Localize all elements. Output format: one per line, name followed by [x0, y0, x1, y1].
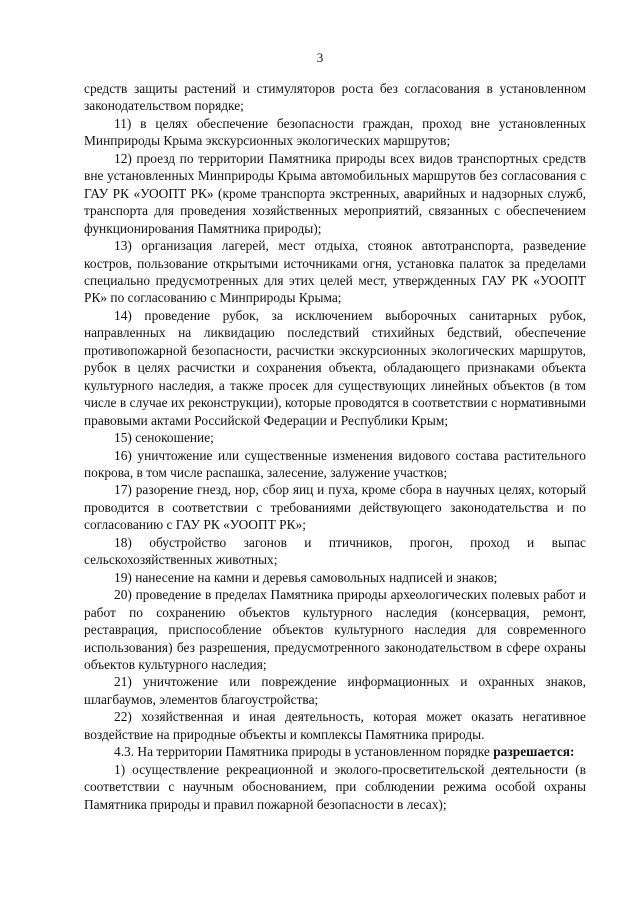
prohibition-item-17: 17) разорение гнезд, нор, сбор яиц и пуха, кроме сбора в научных целях, который проводится в соответствии с требованиями действующего законодательства и по согласованию с ГАУ РК «УООПТ РК»; [84, 482, 586, 533]
document-body [84, 80, 586, 813]
prohibition-item-20: 20) проведение в пределах Памятника природы археологических полевых работ и работ по сохранению объектов культурного наследия (консервация, ремонт, реставрация, приспособление объектов культурного наследия для современного использования) без разрешения, предусмотренного законодательством в сфере охраны объектов культурного наследия; [84, 587, 586, 672]
prohibition-item-11: 11) в целях обеспечение безопасности граждан, проход вне установленных Минприроды Крыма экскурсионных экологических маршрутов; [84, 115, 586, 149]
prohibition-item-14: 14) проведение рубок, за исключением выборочных санитарных рубок, направленных на ликвидацию последствий стихийных бедствий, обеспечение противопожарной безопасности, расчистки экскурсионных экологических маршрутов, рубок в целях расчистки и сохранения объекта, обладающего признаками объекта культурного наследия, а также просек для существующих линейных объектов (в том числе в случае их реконструкции), которые проводятся в соответствии с нормативными правовыми актами Российской Федерации и Республики Крым; [84, 307, 586, 428]
page-number: 3 [316, 50, 324, 65]
prohibition-item-21: 21) уничтожение или повреждение информационных и охранных знаков, шлагбаумов, элементов благоустройства; [84, 674, 586, 707]
section-4-3-heading [84, 743, 586, 760]
prohibition-item-16: 16) уничтожение или существенные изменения видового состава растительного покрова, в том числе распашка, залесение, залужение участков; [84, 447, 586, 480]
prohibition-item-22: 22) хозяйственная и иная деятельность, которая может оказать негативное воздействие на природные объекты и комплексы Памятника природы. [84, 709, 586, 742]
prohibition-item-13: 13) организация лагерей, мест отдыха, стоянок автотранспорта, разведение костров, пользование открытыми источниками огня, установка палаток за пределами специально предусмотренных для этих целей мест, утвержденных ГАУ РК «УООПТ РК» по согласованию с Минприроды Крыма; [84, 238, 586, 306]
prohibition-item-12: 12) проезд по территории Памятника природы всех видов транспортных средств вне установленных Минприроды Крыма автомобильных маршрутов без согласования с ГАУ РК «УООПТ РК» (кроме транспорта экстренных, аварийных и надзорных служб, транспорта для проведения хозяйственных мероприятий, связанных с обеспечением функционирования Памятника природы); [84, 150, 586, 236]
allowed-item-1: 1) осуществление рекреационной и эколого-просветительской деятельности (в соответствии с научным обоснованием, при соблюдении режима особой охраны Памятника природы и правил пожарной безопасности в лесах); [84, 761, 586, 812]
section-4-3-allowed-label: разрешается: [493, 744, 575, 760]
section-4-3-intro: 4.3. На территории Памятника природы в установленном порядке [114, 744, 490, 760]
prohibition-item-15: 15) сенокошение; [114, 430, 214, 446]
paragraph-continuation: средств защиты растений и стимуляторов роста без согласования в установленном законодательством порядке; [84, 81, 586, 114]
prohibition-item-18: 18) обустройство загонов и птичников, прогон, проход и выпас сельскохозяйственных животных; [84, 534, 586, 568]
prohibition-item-19: 19) нанесение на камни и деревья самовольных надписей и знаков; [114, 569, 498, 585]
